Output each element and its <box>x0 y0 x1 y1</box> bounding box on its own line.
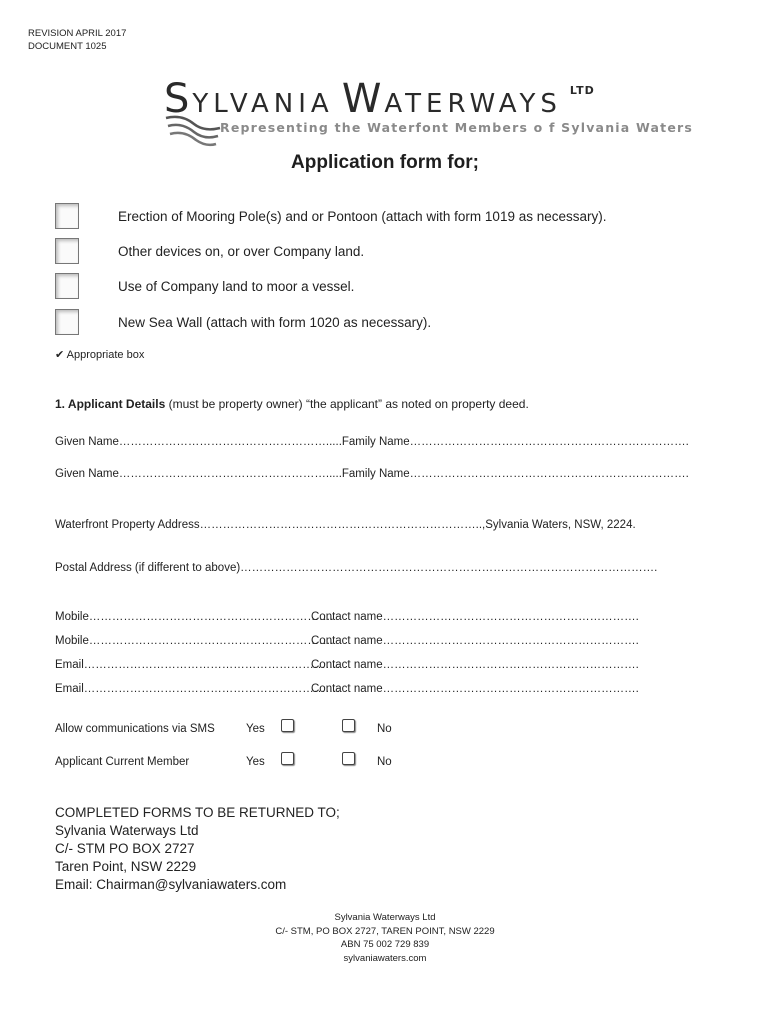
return-address-block <box>55 804 340 894</box>
option-label-mooring: Erection of Mooring Pole(s) and or Pontoon (attach with form 1019 as necessary). <box>118 209 607 224</box>
option-label-sea-wall: New Sea Wall (attach with form 1020 as necessary). <box>118 315 432 330</box>
member-no-label: No <box>377 756 392 768</box>
email-field-1[interactable]: Email…………………………………………………………. <box>55 659 340 671</box>
logo-tagline: Representing the Waterfont Members o f Sylvania Waters <box>220 120 693 135</box>
option-checkbox-mooring[interactable] <box>55 203 79 229</box>
option-checkbox-moor-vessel[interactable] <box>55 273 79 299</box>
waterfront-address-field[interactable]: Waterfront Property Address………………………………………………………………..,Sylvania Waters, NSW, 2224. <box>55 519 636 531</box>
revision-header <box>28 27 126 53</box>
footer-website: sylvaniawaters.com <box>343 952 427 964</box>
section-note: (must be property owner) “the applicant” as noted on property deed. <box>165 397 529 411</box>
form-title: Application form for; <box>291 152 479 173</box>
footer-abn: ABN 75 002 729 839 <box>340 939 430 950</box>
sms-no-checkbox[interactable] <box>342 719 355 732</box>
member-yes-checkbox[interactable] <box>281 752 294 765</box>
sms-label: Allow communications via SMS <box>55 723 215 735</box>
company-logo <box>164 76 693 148</box>
revision-date: REVISION APRIL 2017 <box>28 28 127 39</box>
sms-yes-checkbox[interactable] <box>281 719 294 732</box>
contact-name-field-4[interactable]: Contact name…………………………………………………………. <box>311 683 639 695</box>
mobile-field-2[interactable]: Mobile………………………………………………………. <box>55 635 334 647</box>
postal-address-field[interactable]: Postal Address (if different to above)………………………………………………………………………………………………. <box>55 562 658 574</box>
return-po-box: C/- STM PO BOX 2727 <box>55 841 195 856</box>
contact-name-field-2[interactable]: Contact name…………………………………………………………. <box>311 635 639 647</box>
appropriate-box-note: ✔ Appropriate box <box>55 349 145 361</box>
return-email: Email: Chairman@sylvaniawaters.com <box>55 877 287 892</box>
return-company: Sylvania Waterways Ltd <box>55 823 199 838</box>
return-city: Taren Point, NSW 2229 <box>55 859 197 874</box>
option-checkbox-sea-wall[interactable] <box>55 309 79 335</box>
member-no-checkbox[interactable] <box>342 752 355 765</box>
option-label-moor-vessel: Use of Company land to moor a vessel. <box>118 279 355 294</box>
member-label: Applicant Current Member <box>55 756 190 768</box>
sms-no-label: No <box>377 723 392 735</box>
footer-address: C/- STM, PO BOX 2727, TAREN POINT, NSW 2229 <box>275 925 495 937</box>
given-name-field-2[interactable]: Given Name……………………………………………….....Family Name………………………………………………………………. <box>55 468 689 480</box>
logo-wordmark: SYLVANIA WATERWAYS $^{LTD}$ <box>164 76 595 122</box>
return-heading: COMPLETED FORMS TO BE RETURNED TO; <box>55 805 340 820</box>
email-field-2[interactable]: Email…………………………………………………………. <box>55 683 340 695</box>
sms-yes-label: Yes <box>246 723 265 735</box>
page-footer <box>0 911 770 965</box>
footer-company: Sylvania Waterways Ltd <box>334 912 436 923</box>
option-label-devices: Other devices on, or over Company land. <box>118 244 365 259</box>
section-applicant-details <box>55 397 529 411</box>
document-number: DOCUMENT 1025 <box>28 41 107 52</box>
mobile-field-1[interactable]: Mobile………………………………………………………. <box>55 611 334 623</box>
contact-name-field-1[interactable]: Contact name…………………………………………………………. <box>311 611 639 623</box>
section-heading: 1. Applicant Details <box>55 397 166 411</box>
member-yes-label: Yes <box>246 756 265 768</box>
option-checkbox-devices[interactable] <box>55 238 79 264</box>
given-name-field-1[interactable]: Given Name……………………………………………….....Family Name………………………………………………………………. <box>55 436 689 448</box>
contact-name-field-3[interactable]: Contact name…………………………………………………………. <box>311 659 639 671</box>
